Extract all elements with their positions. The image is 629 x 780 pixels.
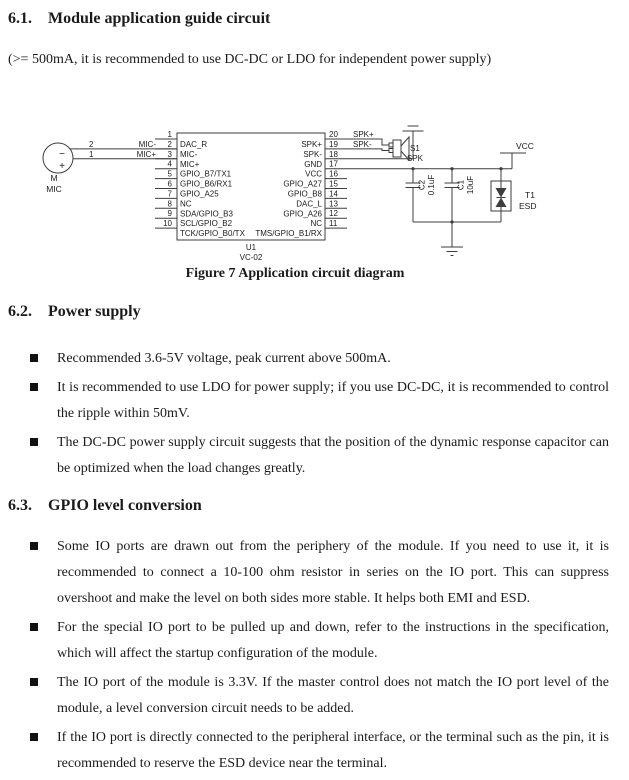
- pin-number: 10: [163, 219, 172, 229]
- vcc-net-label: VCC: [516, 141, 534, 151]
- pin-number: 13: [329, 199, 338, 209]
- bullet-square-icon: [30, 438, 38, 446]
- pin-number: 2: [167, 139, 172, 149]
- pin-number: 16: [329, 169, 338, 179]
- pin-label: SCL/GPIO_B2: [180, 219, 233, 229]
- section-6-1-title: Module application guide circuit: [48, 10, 271, 27]
- vcc-flag: [500, 141, 534, 169]
- pin-number: 9: [167, 209, 172, 219]
- pin-number: 6: [167, 179, 172, 189]
- wire-spk-minus: [347, 149, 389, 151]
- section-6-2-heading: [8, 303, 141, 321]
- list-item: [30, 670, 610, 722]
- pin-number: 19: [329, 139, 338, 149]
- intro-note: (>= 500mA, it is recommended to use DC-DC or LDO for independent power supply): [8, 52, 492, 67]
- bullet-square-icon: [30, 354, 38, 362]
- bullet-text: For the special IO port to be pulled up and down, refer to the instructions in the specification, which will affect the startup configuration of the module.: [57, 620, 609, 661]
- mic-ref: M: [50, 173, 58, 183]
- mic-plus-sign: +: [59, 161, 65, 172]
- pin-label: GPIO_A26: [283, 209, 322, 219]
- spk-minus-net-label: SPK-: [353, 139, 372, 149]
- c2-ref: C2: [417, 179, 427, 191]
- pin-number: 7: [167, 189, 172, 199]
- list-item: [30, 534, 610, 612]
- mic-wire-num-1: 1: [89, 149, 94, 159]
- section-6-3-heading: [8, 497, 202, 515]
- pin-label: NC: [310, 219, 322, 229]
- mic-wire-num-2: 2: [89, 139, 94, 149]
- esd-diode-t1: [491, 169, 536, 222]
- bullet-square-icon: [30, 383, 38, 391]
- bullet-text: It is recommended to use LDO for power supply; if you use DC-DC, it is recommended to control the ripple within 50mV.: [57, 380, 609, 421]
- pin-label: DAC_L: [296, 199, 322, 209]
- list-item: [30, 430, 610, 482]
- figure-caption: Figure 7 Application circuit diagram: [185, 266, 405, 281]
- pin-label: SPK+: [301, 140, 322, 149]
- bullet-text: Some IO ports are drawn out from the periphery of the module. If you need to use it, it is recommended to connect a 10-100 ohm resistor in series on the IO port. This can suppress overshoot and make the level on both sides more stable. It helps both EMI and ESD.: [57, 539, 609, 606]
- application-circuit-schematic: [0, 0, 629, 290]
- section-6-2-title: Power supply: [48, 303, 141, 320]
- pin-label: GND: [304, 159, 322, 169]
- pin-label: GPIO_B8: [287, 189, 322, 199]
- bullet-text: Recommended 3.6-5V voltage, peak current above 500mA.: [57, 351, 391, 366]
- pin-label: DAC_R: [180, 140, 208, 149]
- pin-number: 12: [329, 209, 338, 219]
- microphone-symbol: [43, 143, 73, 194]
- power-supply-bullet-list: [30, 346, 610, 485]
- ic-symbol: [155, 130, 347, 262]
- gpio-bullet-list: [30, 534, 610, 780]
- pin-label: SDA/GPIO_B3: [180, 209, 233, 219]
- pin-number: 11: [329, 219, 338, 229]
- section-6-2-number: 6.2.: [8, 303, 32, 320]
- vcc-rail: [347, 141, 536, 256]
- pin-number: 1: [167, 130, 172, 139]
- pin-number: 18: [329, 149, 338, 159]
- list-item: [30, 375, 610, 427]
- pin-number: 8: [167, 199, 172, 209]
- pin-label: VCC: [305, 169, 322, 179]
- c1-ref: C1: [456, 179, 466, 191]
- section-6-1-number: 6.1.: [8, 10, 32, 27]
- c2-value: 0.1uF: [427, 174, 436, 196]
- pin-number: 17: [329, 159, 338, 169]
- speaker-name: SPK: [407, 154, 424, 163]
- pin-label: GPIO_B7/TX1: [180, 169, 232, 179]
- list-item: [30, 615, 610, 667]
- mic-wire-label-plus: MIC+: [136, 149, 156, 159]
- pin-label: GPIO_A27: [283, 179, 322, 189]
- bullet-square-icon: [30, 623, 38, 631]
- section-6-3-title: GPIO level conversion: [48, 497, 202, 514]
- list-item: [30, 346, 610, 372]
- pin-number: 15: [329, 179, 338, 189]
- capacitor-c2: [406, 169, 437, 222]
- c1-value: 10uF: [466, 175, 475, 195]
- ic-left-pins: [155, 130, 246, 238]
- ic-right-pins: [255, 130, 347, 238]
- ground-symbol-bottom: [441, 222, 463, 256]
- bullet-text: The IO port of the module is 3.3V. If the master control does not match the IO port level of the module, a level conversion circuit needs to be added.: [57, 675, 609, 716]
- mic-wire-label-minus: MIC-: [138, 139, 156, 149]
- esd-ref: T1: [525, 190, 535, 200]
- pin-label: GPIO_B6/RX1: [180, 179, 233, 189]
- capacitor-c1: [445, 169, 476, 222]
- speaker-ref: S1: [410, 144, 420, 153]
- pin-number: 20: [329, 130, 338, 139]
- pin-label: TMS/GPIO_B1/RX: [255, 229, 322, 239]
- pin-label: GPIO_A25: [180, 189, 219, 199]
- pin-label: MIC+: [180, 159, 200, 169]
- pin-label: NC: [180, 199, 192, 209]
- bullet-square-icon: [30, 733, 38, 741]
- esd-name: ESD: [519, 201, 537, 211]
- bullet-square-icon: [30, 542, 38, 550]
- pin-label: MIC-: [180, 149, 198, 159]
- bullet-text: The DC-DC power supply circuit suggests that the position of the dynamic response capacitor can be optimized when the load changes greatly.: [57, 435, 609, 476]
- pin-label: TCK/GPIO_B0/TX: [180, 229, 245, 239]
- speaker-branch: [347, 126, 424, 163]
- list-item: [30, 725, 610, 777]
- bullet-square-icon: [30, 678, 38, 686]
- pin-number: 14: [329, 189, 338, 199]
- pin-label: SPK-: [303, 149, 322, 159]
- spk-plus-net-label: SPK+: [353, 130, 374, 139]
- ic-ref: U1: [245, 243, 257, 252]
- speaker-symbol: [389, 137, 409, 160]
- section-6-3-number: 6.3.: [8, 497, 32, 514]
- mic-minus-sign: −: [59, 149, 65, 160]
- mic-name: MIC: [46, 184, 62, 194]
- mic-circle: [43, 143, 73, 173]
- bullet-text: If the IO port is directly connected to the peripheral interface, or the terminal such as the pin, it is recommended to reserve the ESD device near the terminal.: [57, 730, 609, 771]
- ic-part: VC-02: [239, 253, 263, 262]
- pin-number: 3: [167, 149, 172, 159]
- pin-number: 5: [167, 169, 172, 179]
- pin-number: 4: [167, 159, 172, 169]
